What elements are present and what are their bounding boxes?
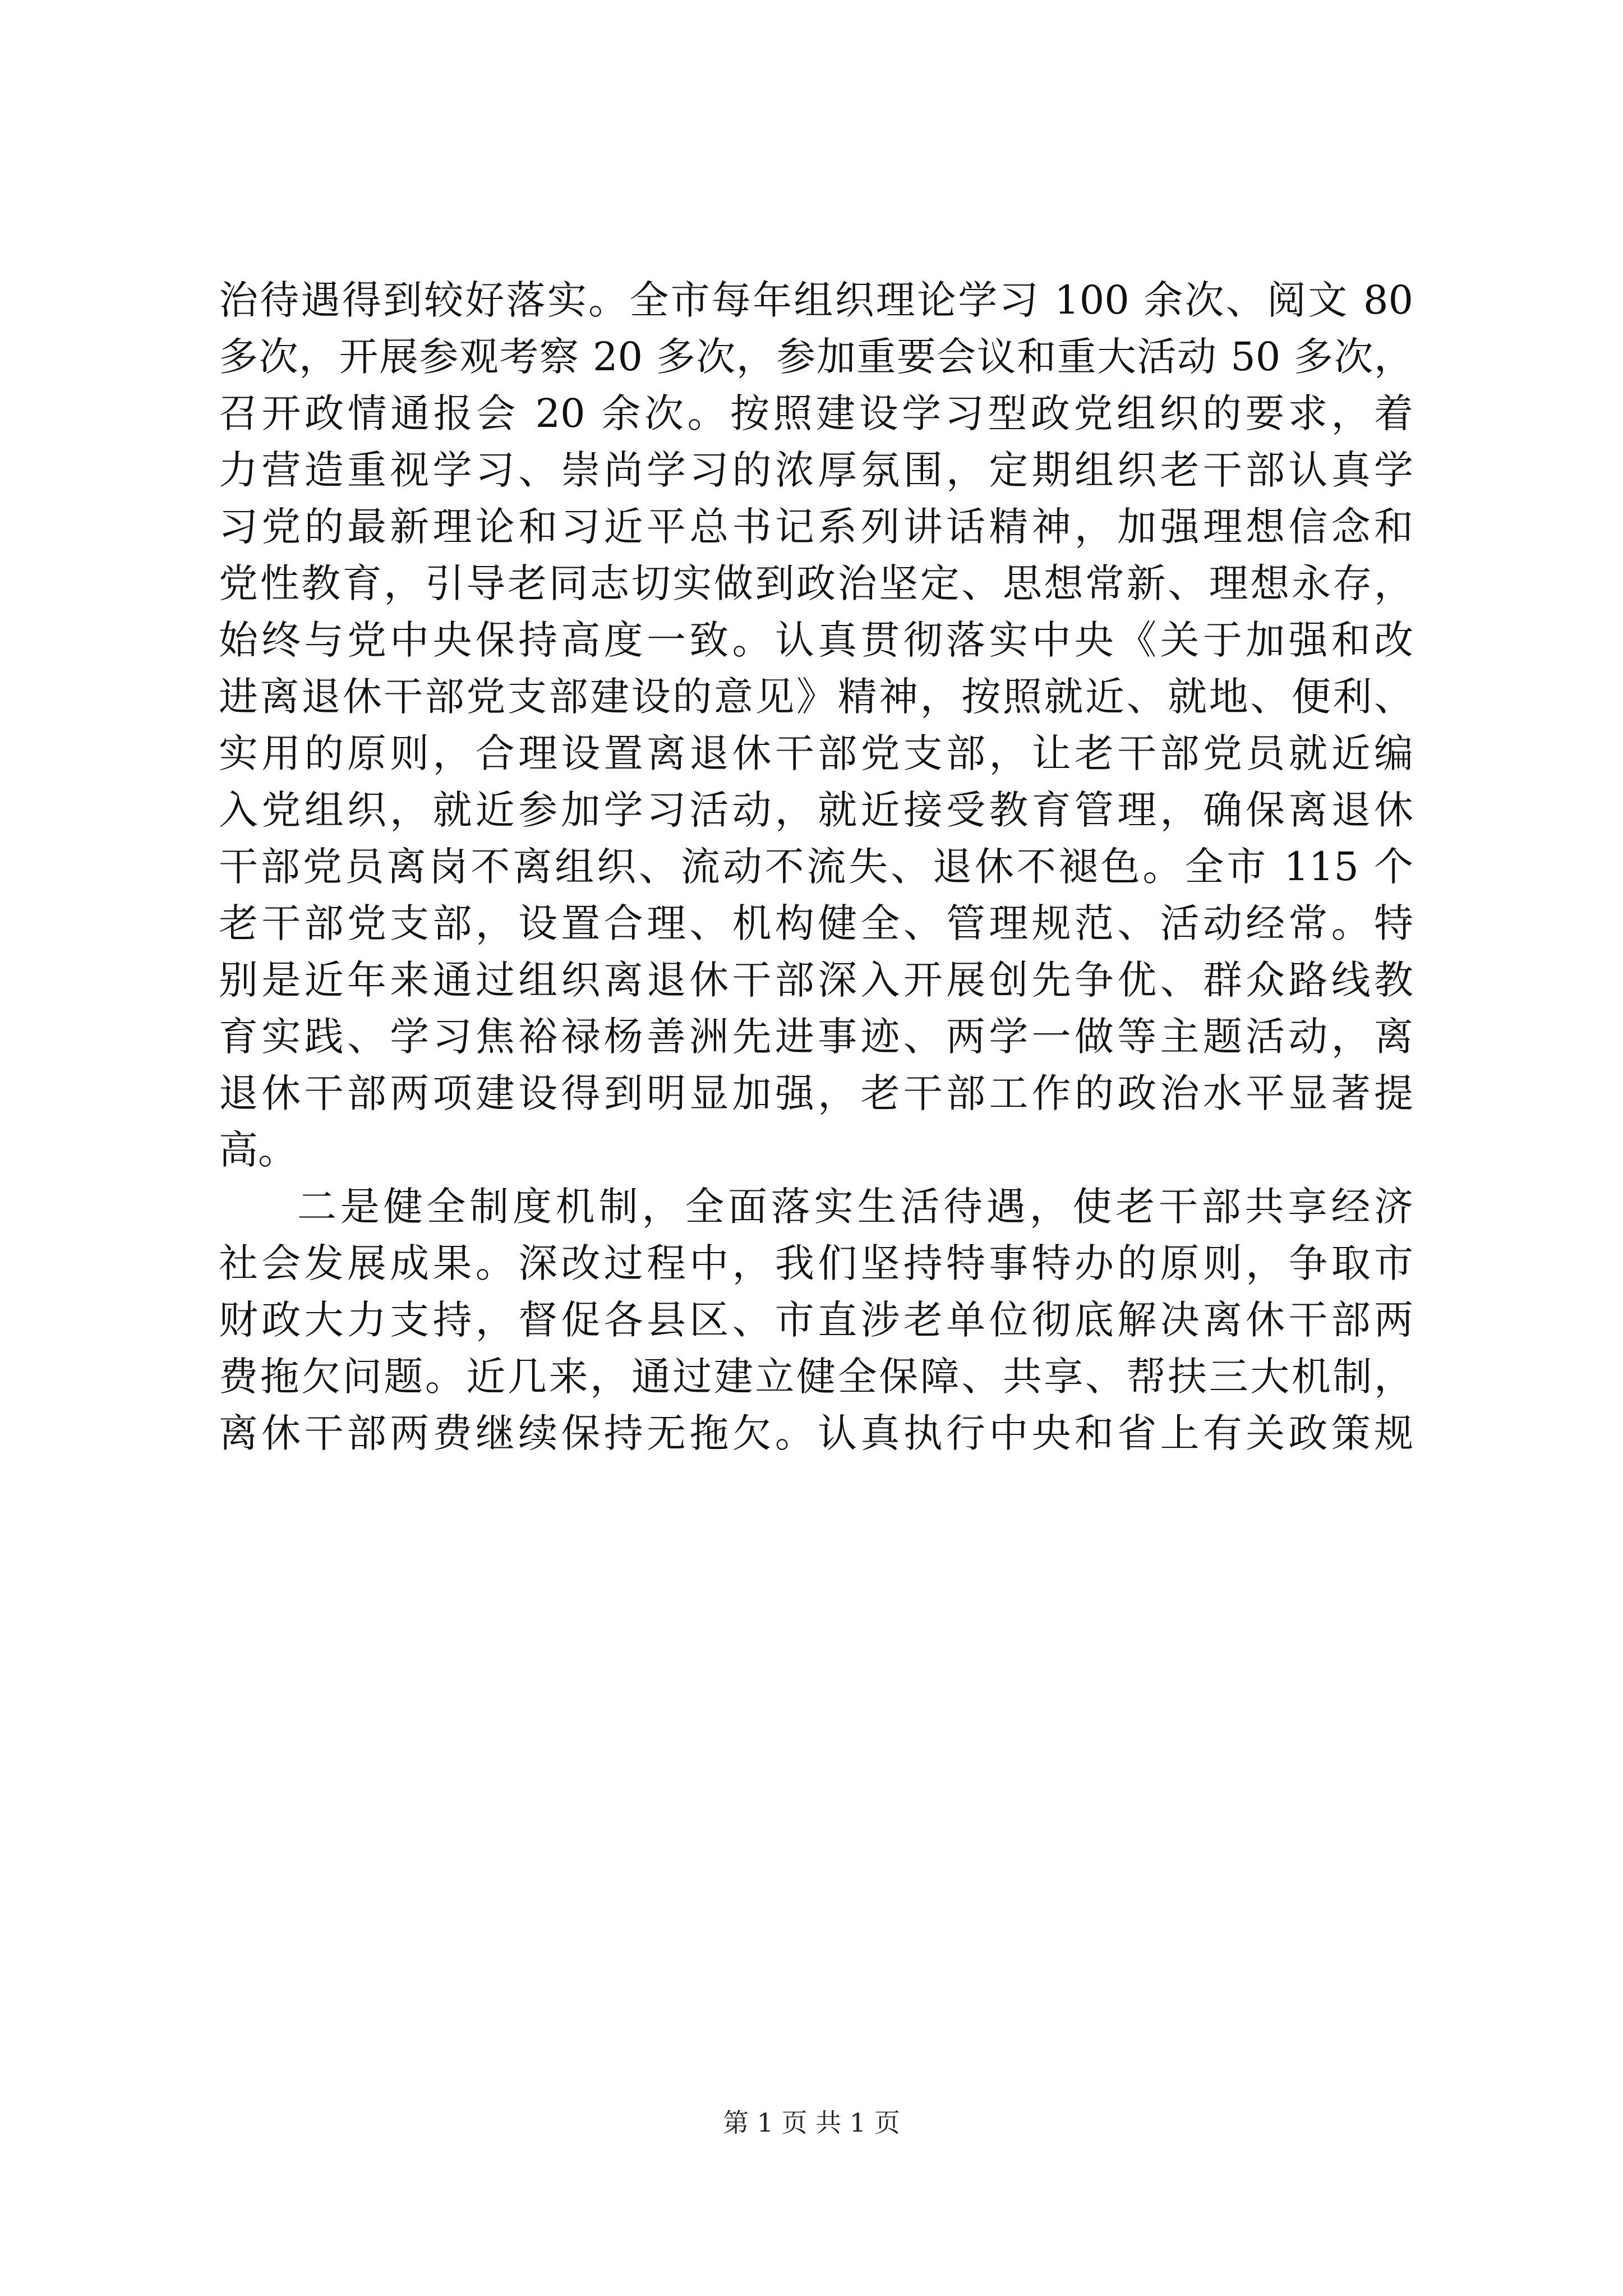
text-line: 始终与党中央保持高度一致。认真贯彻落实中央《关于加强和改 — [219, 617, 1413, 663]
text-line: 财政大力支持，督促各县区、市直涉老单位彻底解决离休干部两 — [219, 1297, 1413, 1343]
text-line: 习党的最新理论和习近平总书记系列讲话精神，加强理想信念和 — [219, 504, 1413, 550]
text-line: 别是近年来通过组织离退休干部深入开展创先争优、群众路线教 — [219, 957, 1413, 1003]
text-line: 召开政情通报会 20 余次。按照建设学习型政党组织的要求，着 — [219, 390, 1413, 436]
page-number-footer: 第 1 页 共 1 页 — [723, 2108, 900, 2138]
text-line: 干部党员离岗不离组织、流动不流失、退休不褪色。全市 115 个 — [219, 844, 1413, 890]
text-line: 党性教育，引导老同志切实做到政治坚定、思想常新、理想永存， — [219, 560, 1413, 606]
text-line: 治待遇得到较好落实。全市每年组织理论学习 100 余次、阅文 80 — [219, 277, 1413, 323]
text-line: 高。 — [219, 1127, 297, 1173]
paragraph-start-line: 二是健全制度机制，全面落实生活待遇，使老干部共享经济 — [297, 1184, 1413, 1230]
text-line: 育实践、学习焦裕禄杨善洲先进事迹、两学一做等主题活动，离 — [219, 1014, 1413, 1060]
text-line: 力营造重视学习、崇尚学习的浓厚氛围，定期组织老干部认真学 — [219, 447, 1413, 493]
text-line: 多次，开展参观考察 20 多次，参加重要会议和重大活动 50 多次， — [219, 334, 1413, 380]
text-line: 进离退休干部党支部建设的意见》精神，按照就近、就地、便利、 — [219, 674, 1413, 720]
text-line: 社会发展成果。深改过程中，我们坚持特事特办的原则，争取市 — [219, 1240, 1413, 1286]
text-line: 入党组织，就近参加学习活动，就近接受教育管理，确保离退休 — [219, 787, 1413, 833]
text-line: 老干部党支部，设置合理、机构健全、管理规范、活动经常。特 — [219, 900, 1413, 946]
text-line: 费拖欠问题。近几来，通过建立健全保障、共享、帮扶三大机制， — [219, 1354, 1413, 1400]
text-line: 实用的原则，合理设置离退休干部党支部，让老干部党员就近编 — [219, 730, 1413, 776]
text-line: 离休干部两费继续保持无拖欠。认真执行中央和省上有关政策规 — [219, 1410, 1413, 1456]
text-line: 退休干部两项建设得到明显加强，老干部工作的政治水平显著提 — [219, 1070, 1413, 1116]
body-text — [219, 272, 1413, 1462]
